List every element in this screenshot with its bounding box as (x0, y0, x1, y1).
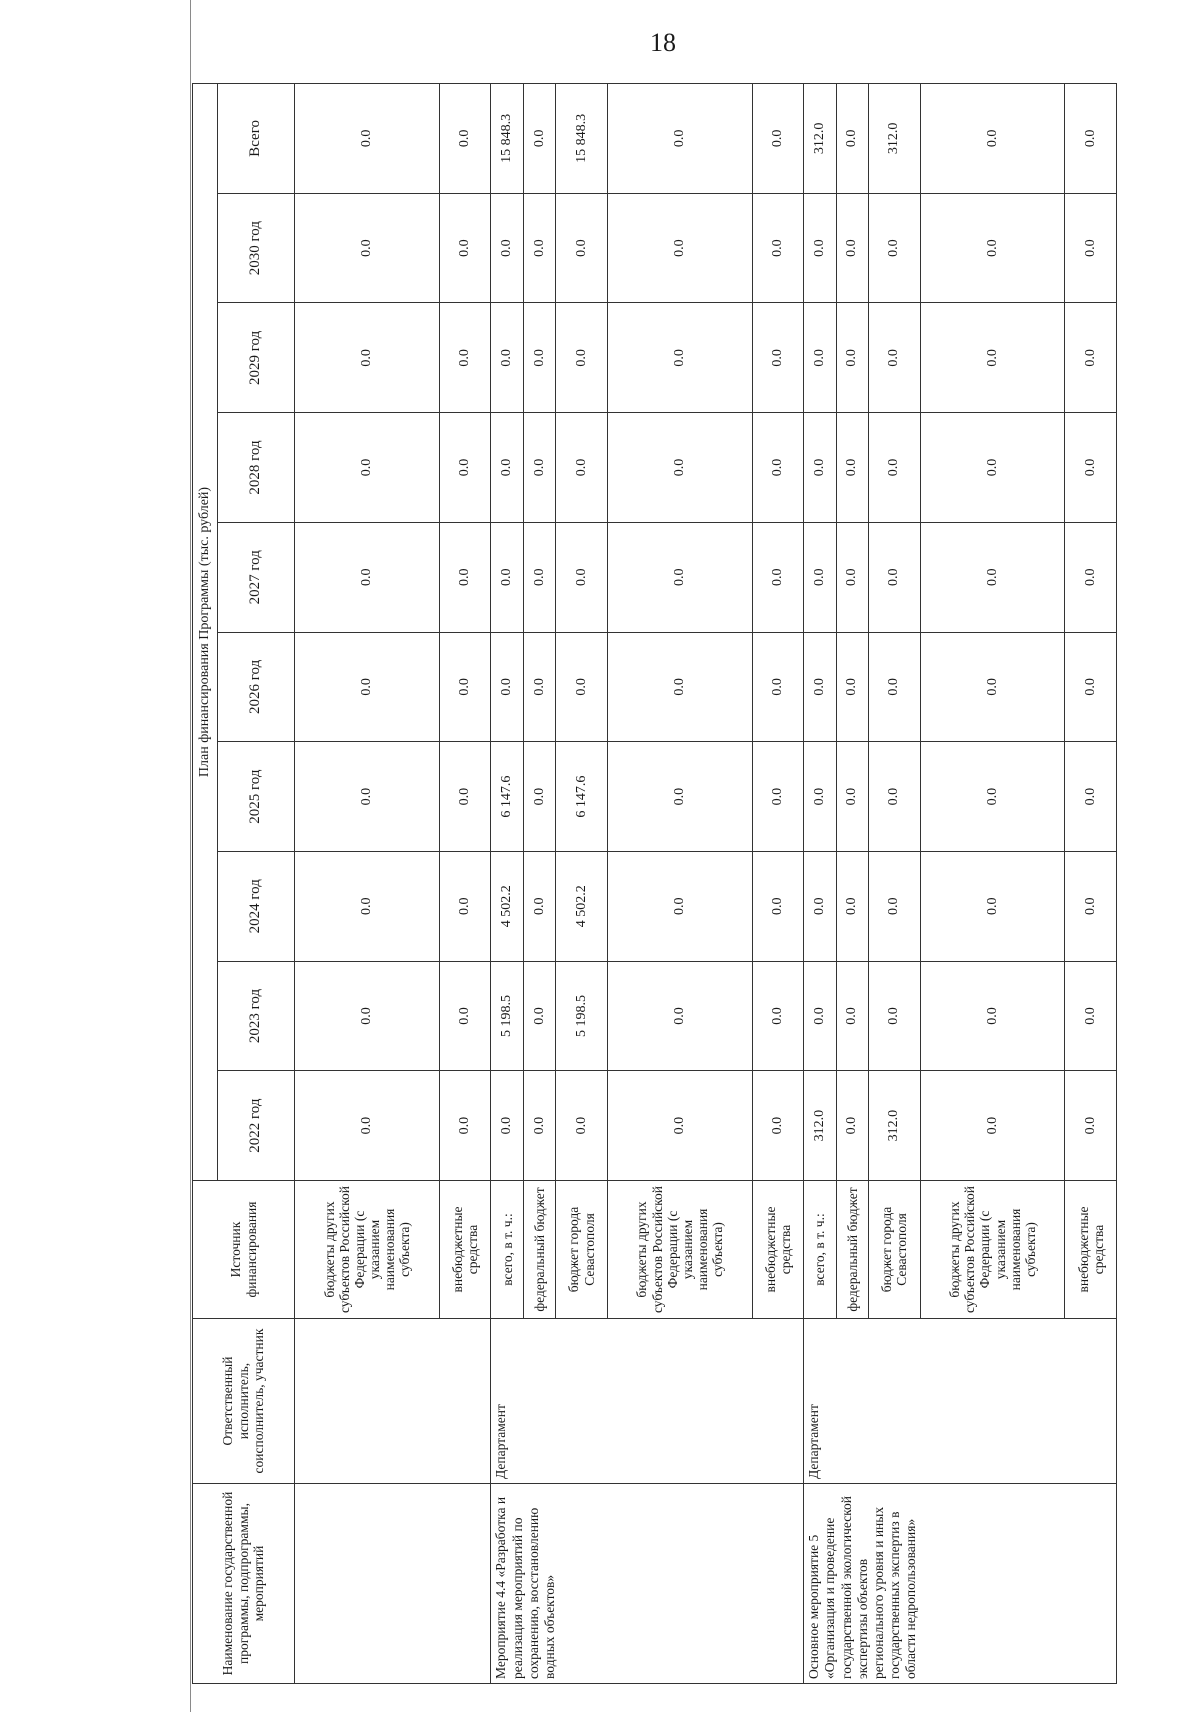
value-cell: 0.0 (1065, 522, 1117, 632)
value-cell: 0.0 (491, 632, 524, 742)
value-cell: 0.0 (752, 742, 803, 852)
value-cell: 0.0 (920, 742, 1065, 852)
value-cell: 5 198.5 (556, 961, 607, 1071)
value-cell: 0.0 (836, 851, 869, 961)
col-header-plan: План финансирования Программы (тыс. рублей) (193, 84, 218, 1181)
source-cell: внебюджетные средства (752, 1181, 803, 1319)
value-cell: 0.0 (439, 193, 490, 303)
value-cell: 0.0 (439, 851, 490, 961)
total-header: Всего (218, 84, 295, 194)
source-cell: бюджеты других субъектов Российской Федерации (с указанием наименования субъекта) (920, 1181, 1065, 1319)
value-cell: 0.0 (836, 522, 869, 632)
year-header: 2023 год (218, 961, 295, 1071)
value-cell: 0.0 (836, 742, 869, 852)
total-cell: 15 848.3 (556, 84, 607, 194)
value-cell: 0.0 (920, 193, 1065, 303)
left-margin-line (190, 0, 191, 1712)
value-cell: 0.0 (439, 522, 490, 632)
table-row (491, 84, 524, 1684)
value-cell: 0.0 (607, 961, 752, 1071)
year-header: 2028 год (218, 413, 295, 523)
value-cell: 0.0 (556, 413, 607, 523)
value-cell: 0.0 (295, 742, 440, 852)
value-cell: 0.0 (920, 961, 1065, 1071)
total-cell: 0.0 (1065, 84, 1117, 194)
value-cell: 0.0 (523, 961, 556, 1071)
value-cell: 0.0 (607, 851, 752, 961)
value-cell: 0.0 (523, 303, 556, 413)
measure-5-responsible: Департамент (804, 1319, 1117, 1484)
value-cell: 0.0 (439, 413, 490, 523)
measure-5-name: Основное мероприятие 5 «Организация и проведение государственной экологической экспертизы объектов регионального уровня и иных государственных экспертиз в области недропользования» (804, 1484, 1117, 1684)
value-cell: 0.0 (804, 522, 837, 632)
value-cell: 0.0 (869, 742, 920, 852)
value-cell: 6 147.6 (491, 742, 524, 852)
value-cell: 312.0 (804, 1071, 837, 1181)
value-cell: 0.0 (556, 1071, 607, 1181)
col-header-source: Источник финансирования (193, 1181, 295, 1319)
value-cell: 0.0 (556, 303, 607, 413)
total-cell: 0.0 (295, 84, 440, 194)
value-cell: 0.0 (804, 413, 837, 523)
value-cell: 0.0 (836, 1071, 869, 1181)
value-cell: 0.0 (607, 522, 752, 632)
value-cell: 0.0 (523, 522, 556, 632)
value-cell: 0.0 (920, 522, 1065, 632)
value-cell: 0.0 (607, 632, 752, 742)
value-cell: 0.0 (752, 961, 803, 1071)
value-cell: 0.0 (491, 303, 524, 413)
value-cell: 0.0 (523, 193, 556, 303)
value-cell: 0.0 (523, 851, 556, 961)
value-cell: 0.0 (295, 193, 440, 303)
value-cell: 0.0 (607, 742, 752, 852)
source-cell: бюджет города Севастополя (556, 1181, 607, 1319)
value-cell: 0.0 (804, 961, 837, 1071)
source-cell: бюджеты других субъектов Российской Федерации (с указанием наименования субъекта) (295, 1181, 440, 1319)
measure-4-4-responsible: Департамент (491, 1319, 804, 1484)
value-cell: 0.0 (804, 632, 837, 742)
value-cell: 0.0 (491, 522, 524, 632)
value-cell: 0.0 (439, 303, 490, 413)
total-cell: 0.0 (752, 84, 803, 194)
value-cell: 0.0 (869, 961, 920, 1071)
value-cell: 0.0 (920, 413, 1065, 523)
total-cell: 312.0 (804, 84, 837, 194)
source-cell: внебюджетные средства (439, 1181, 490, 1319)
value-cell: 6 147.6 (556, 742, 607, 852)
value-cell: 0.0 (295, 303, 440, 413)
source-cell: всего, в т. ч.: (804, 1181, 837, 1319)
value-cell: 0.0 (295, 632, 440, 742)
value-cell: 0.0 (920, 851, 1065, 961)
value-cell: 0.0 (920, 303, 1065, 413)
value-cell: 0.0 (607, 413, 752, 523)
value-cell: 0.0 (804, 303, 837, 413)
page-number: 18 (650, 28, 676, 57)
value-cell: 0.0 (752, 522, 803, 632)
value-cell: 0.0 (1065, 632, 1117, 742)
value-cell: 0.0 (869, 522, 920, 632)
value-cell: 0.0 (869, 851, 920, 961)
total-cell: 0.0 (439, 84, 490, 194)
value-cell: 0.0 (491, 1071, 524, 1181)
value-cell: 0.0 (556, 522, 607, 632)
value-cell: 0.0 (439, 961, 490, 1071)
total-cell: 312.0 (869, 84, 920, 194)
source-cell: бюджет города Севастополя (869, 1181, 920, 1319)
value-cell: 0.0 (295, 413, 440, 523)
value-cell: 0.0 (804, 851, 837, 961)
value-cell: 0.0 (523, 1071, 556, 1181)
table-row (295, 84, 440, 1684)
value-cell: 0.0 (295, 1071, 440, 1181)
value-cell: 0.0 (607, 303, 752, 413)
value-cell: 0.0 (836, 413, 869, 523)
total-cell: 15 848.3 (491, 84, 524, 194)
value-cell: 0.0 (869, 193, 920, 303)
responsible-empty (295, 1319, 491, 1484)
source-cell: бюджеты других субъектов Российской Федерации (с указанием наименования субъекта) (607, 1181, 752, 1319)
year-header: 2027 год (218, 522, 295, 632)
value-cell: 0.0 (1065, 193, 1117, 303)
total-cell: 0.0 (836, 84, 869, 194)
value-cell: 0.0 (491, 193, 524, 303)
value-cell: 0.0 (752, 1071, 803, 1181)
value-cell: 0.0 (836, 961, 869, 1071)
value-cell: 0.0 (920, 632, 1065, 742)
col-header-responsible: Ответственный исполнитель, соисполнитель, участник (193, 1319, 295, 1484)
header-row-1 (193, 84, 218, 1684)
value-cell: 0.0 (836, 193, 869, 303)
rotated-table-container (192, 84, 1117, 1684)
table-body (295, 84, 1117, 1684)
value-cell: 5 198.5 (491, 961, 524, 1071)
year-header: 2029 год (218, 303, 295, 413)
value-cell: 0.0 (523, 632, 556, 742)
value-cell: 0.0 (1065, 961, 1117, 1071)
value-cell: 0.0 (556, 632, 607, 742)
table-row (804, 84, 837, 1684)
value-cell: 0.0 (1065, 742, 1117, 852)
value-cell: 0.0 (869, 413, 920, 523)
value-cell: 0.0 (869, 303, 920, 413)
source-cell: федеральный бюджет (836, 1181, 869, 1319)
total-cell: 0.0 (607, 84, 752, 194)
value-cell: 0.0 (439, 1071, 490, 1181)
source-cell: федеральный бюджет (523, 1181, 556, 1319)
value-cell: 0.0 (869, 632, 920, 742)
source-cell: внебюджетные средства (1065, 1181, 1117, 1319)
value-cell: 0.0 (607, 193, 752, 303)
value-cell: 0.0 (752, 632, 803, 742)
source-cell: всего, в т. ч.: (491, 1181, 524, 1319)
year-header: 2022 год (218, 1071, 295, 1181)
value-cell: 0.0 (752, 303, 803, 413)
value-cell: 0.0 (920, 1071, 1065, 1181)
col-header-name: Наименование государственной программы, подпрограммы, мероприятий (193, 1484, 295, 1684)
value-cell: 0.0 (1065, 303, 1117, 413)
year-header: 2024 год (218, 851, 295, 961)
value-cell: 0.0 (439, 742, 490, 852)
financing-table (192, 83, 1117, 1684)
total-cell: 0.0 (920, 84, 1065, 194)
value-cell: 4 502.2 (556, 851, 607, 961)
value-cell: 0.0 (523, 742, 556, 852)
value-cell: 0.0 (295, 851, 440, 961)
value-cell: 0.0 (836, 632, 869, 742)
value-cell: 0.0 (1065, 851, 1117, 961)
value-cell: 0.0 (523, 413, 556, 523)
value-cell: 0.0 (491, 413, 524, 523)
value-cell: 0.0 (1065, 1071, 1117, 1181)
value-cell: 0.0 (556, 193, 607, 303)
value-cell: 0.0 (295, 961, 440, 1071)
total-cell: 0.0 (523, 84, 556, 194)
value-cell: 0.0 (804, 193, 837, 303)
value-cell: 0.0 (836, 303, 869, 413)
measure-name-empty (295, 1484, 491, 1684)
year-header: 2026 год (218, 632, 295, 742)
value-cell: 0.0 (295, 522, 440, 632)
value-cell: 4 502.2 (491, 851, 524, 961)
year-header: 2030 год (218, 193, 295, 303)
value-cell: 0.0 (804, 742, 837, 852)
value-cell: 0.0 (752, 193, 803, 303)
value-cell: 0.0 (1065, 413, 1117, 523)
value-cell: 0.0 (752, 851, 803, 961)
measure-4-4-name: Мероприятие 4.4 «Разработка и реализация мероприятий по сохранению, восстановлению водных объектов» (491, 1484, 804, 1684)
value-cell: 0.0 (752, 413, 803, 523)
value-cell: 0.0 (607, 1071, 752, 1181)
value-cell: 0.0 (439, 632, 490, 742)
year-header: 2025 год (218, 742, 295, 852)
value-cell: 312.0 (869, 1071, 920, 1181)
